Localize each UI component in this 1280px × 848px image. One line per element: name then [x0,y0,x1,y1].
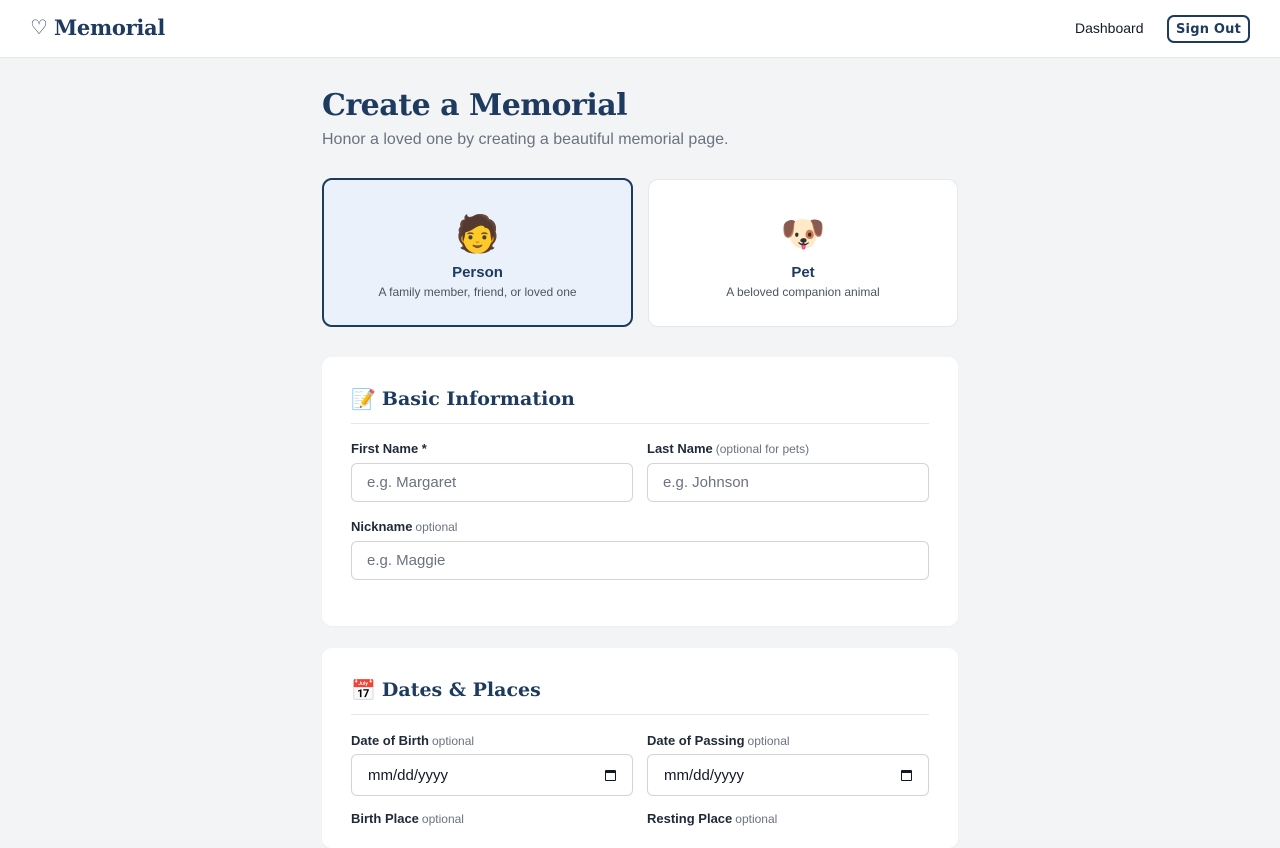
dog-icon: 🐶 [780,213,826,254]
nickname-label: Nickname optional [351,519,458,534]
resting-place-hint: optional [735,812,778,826]
section-title [351,678,541,702]
date-of-passing-value: mm/dd/yyyy [664,766,745,784]
page-subtitle: Honor a loved one by creating a beautiful memorial page. [322,131,729,148]
section-title [351,387,575,411]
date-of-birth-input[interactable] [351,754,633,796]
brand-name: Memorial [53,15,165,40]
heart-icon: ♡ [30,16,48,39]
type-card-label: Pet [791,264,815,281]
dates-places-section [322,648,958,848]
brand-logo[interactable] [30,15,165,40]
resting-place-label: Resting Place optional [647,811,778,826]
calendar-picker-icon[interactable] [901,770,912,781]
first-name-input[interactable] [351,463,633,502]
dashboard-link[interactable]: Dashboard [1075,20,1144,36]
type-card-person[interactable] [322,178,633,327]
date-of-birth-label: Date of Birth optional [351,733,475,748]
page-title: Create a Memorial [322,88,628,123]
type-card-description: A beloved companion animal [726,285,880,299]
section-title-text: Basic Information [381,388,575,410]
first-name-label: First Name * [351,441,427,456]
memo-icon: 📝 [351,387,376,411]
last-name-hint: (optional for pets) [715,442,810,456]
type-card-description: A family member, friend, or loved one [378,285,577,299]
section-divider [351,423,929,424]
date-of-passing-label: Date of Passing optional [647,733,790,748]
birth-place-label: Birth Place optional [351,811,464,826]
section-title-text: Dates & Places [381,679,541,701]
date-of-passing-hint: optional [747,734,790,748]
date-of-passing-input[interactable] [647,754,929,796]
top-navbar [0,0,1280,58]
nickname-hint: optional [415,520,458,534]
calendar-picker-icon[interactable] [605,770,616,781]
nickname-input[interactable] [351,541,929,580]
calendar-icon: 📅 [351,678,376,702]
basic-information-section [322,357,958,626]
last-name-label: Last Name (optional for pets) [647,441,810,456]
last-name-input[interactable] [647,463,929,502]
date-of-birth-value: mm/dd/yyyy [368,766,449,784]
section-divider [351,714,929,715]
sign-out-button[interactable]: Sign Out [1167,15,1250,43]
date-of-birth-hint: optional [432,734,475,748]
type-card-label: Person [452,264,503,281]
person-icon: 🧑 [455,213,500,254]
birth-place-hint: optional [421,812,464,826]
type-card-pet[interactable] [648,179,958,327]
